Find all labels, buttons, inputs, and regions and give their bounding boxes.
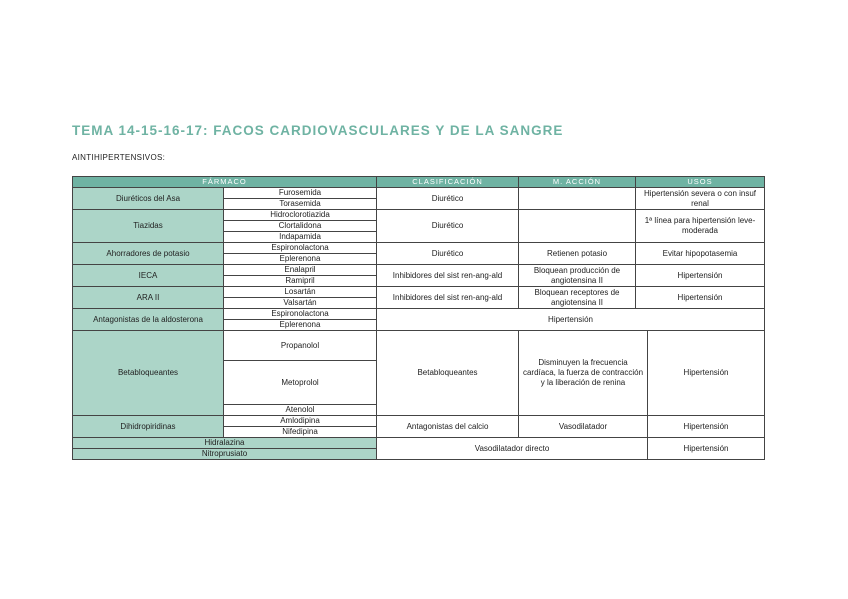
accion-cell: Bloquean receptores de angiotensina II	[519, 287, 636, 309]
usos-cell: Hipertensión	[636, 265, 765, 287]
drug-cell: Metoprolol	[224, 361, 377, 405]
usos-cell: 1ª línea para hipertensión leve-moderada	[636, 210, 765, 243]
section-subtitle: AINTIHIPERTENSIVOS:	[72, 153, 166, 162]
accion-cell	[519, 210, 636, 243]
drug-cell: Propanolol	[224, 331, 377, 361]
group-cell: Diuréticos del Asa	[73, 188, 224, 210]
table-header-row	[73, 177, 765, 188]
drug-cell: Losartán	[224, 287, 377, 298]
drug-cell: Nitroprusiato	[73, 449, 377, 460]
drug-cell: Espironolactona	[224, 243, 377, 254]
drug-cell: Clortalidona	[224, 221, 377, 232]
clasificacion-cell: Diurético	[377, 210, 519, 243]
header-usos: USOS	[636, 177, 765, 188]
drug-cell: Furosemida	[224, 188, 377, 199]
drug-cell: Indapamida	[224, 232, 377, 243]
page-title: TEMA 14-15-16-17: FACOS CARDIOVASCULARES Y DE LA SANGRE	[72, 123, 564, 138]
clasificacion-cell: Diurético	[377, 243, 519, 265]
table-row	[73, 243, 765, 254]
drug-cell: Hidroclorotiazida	[224, 210, 377, 221]
table-row	[73, 210, 765, 221]
accion-cell: Disminuyen la frecuencia cardíaca, la fuerza de contracción y la liberación de renina	[519, 331, 648, 416]
header-accion: M. ACCIÓN	[519, 177, 636, 188]
drug-cell: Torasemida	[224, 199, 377, 210]
antihypertensives-table	[72, 176, 765, 460]
accion-cell: Retienen potasio	[519, 243, 636, 265]
group-cell: Antagonistas de la aldosterona	[73, 309, 224, 331]
drug-cell: Eplerenona	[224, 320, 377, 331]
table-row	[73, 331, 765, 361]
table-row	[73, 287, 765, 298]
drug-cell: Eplerenona	[224, 254, 377, 265]
merged-cell: Hipertensión	[377, 309, 765, 331]
header-farmaco: FÁRMACO	[73, 177, 377, 188]
drug-cell: Enalapril	[224, 265, 377, 276]
group-cell: Betabloqueantes	[73, 331, 224, 416]
drug-cell: Ramipril	[224, 276, 377, 287]
table-row	[73, 265, 765, 276]
header-clasificacion: CLASIFICACIÓN	[377, 177, 519, 188]
clasificacion-cell: Diurético	[377, 188, 519, 210]
table-row	[73, 309, 765, 320]
group-cell: Ahorradores de potasio	[73, 243, 224, 265]
drug-cell: Nifedipina	[224, 427, 377, 438]
accion-cell	[519, 188, 636, 210]
usos-cell: Hipertensión	[648, 331, 765, 416]
group-cell: Tiazidas	[73, 210, 224, 243]
drug-cell: Valsartán	[224, 298, 377, 309]
usos-cell: Hipertensión severa o con insuf renal	[636, 188, 765, 210]
clasificacion-cell: Inhibidores del sist ren-ang-ald	[377, 287, 519, 309]
usos-cell: Hipertensión	[636, 287, 765, 309]
table-row	[73, 438, 765, 449]
usos-cell: Hipertensión	[648, 416, 765, 438]
table-row	[73, 416, 765, 427]
table-row	[73, 188, 765, 199]
clasificacion-cell: Inhibidores del sist ren-ang-ald	[377, 265, 519, 287]
accion-cell: Bloquean producción de angiotensina II	[519, 265, 636, 287]
clasificacion-cell: Antagonistas del calcio	[377, 416, 519, 438]
group-cell: Dihidropiridinas	[73, 416, 224, 438]
usos-cell: Evitar hipopotasemia	[636, 243, 765, 265]
usos-cell: Hipertensión	[648, 438, 765, 460]
group-cell: ARA II	[73, 287, 224, 309]
clasificacion-cell: Betabloqueantes	[377, 331, 519, 416]
drug-cell: Hidralazina	[73, 438, 377, 449]
accion-cell: Vasodilatador	[519, 416, 648, 438]
group-cell: IECA	[73, 265, 224, 287]
merged-cell: Vasodilatador directo	[377, 438, 648, 460]
drug-cell: Amlodipina	[224, 416, 377, 427]
drug-cell: Espironolactona	[224, 309, 377, 320]
drug-cell: Atenolol	[224, 405, 377, 416]
